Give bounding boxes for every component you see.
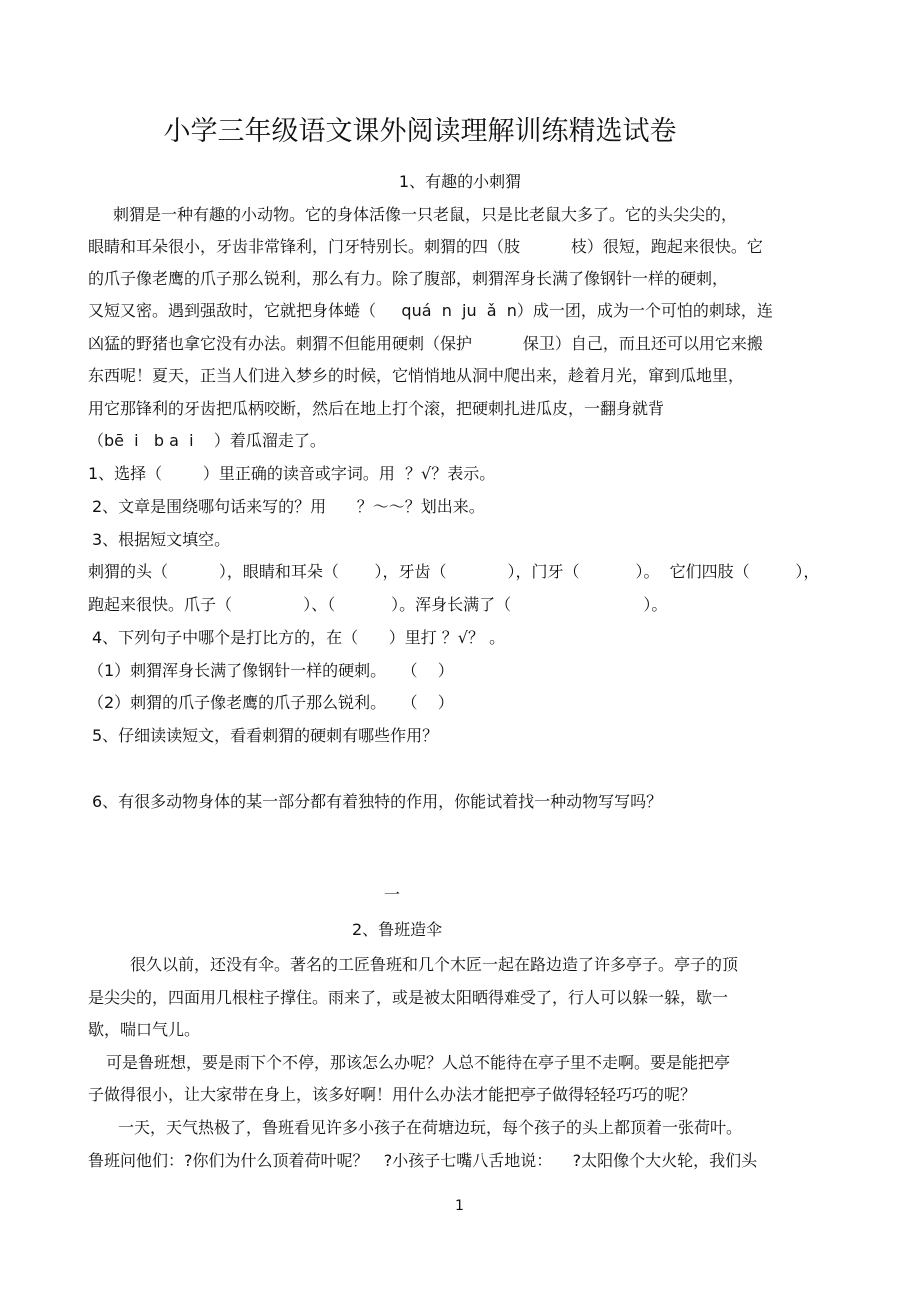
section-2-heading: 2、鲁班造伞 [352, 920, 443, 939]
s1-line-4: 又短又密。遇到强敌时，它就把身体蜷（ quá n ju ǎ n）成一团，成为一个可怕的刺球，连 [88, 301, 773, 320]
question-5: 5、仔细读读短文，看看刺猬的硬刺有哪些作用？ [92, 726, 439, 745]
question-1: 1、选择（ ）里正确的读音或字词。用 ？√？表示。 [88, 464, 496, 483]
question-3-fill-line-2: 跑起来很快。爪子（ ）、（ ）。浑身长满了（ ）。 [88, 595, 668, 614]
s2-line-2: 是尖尖的，四面用几根柱子撑住。雨来了，或是被太阳晒得难受了，行人可以躲一躲，歇一 [88, 988, 729, 1007]
question-6: 6、有很多动物身体的某一部分都有着独特的作用，你能试着找一种动物写写吗？ [92, 792, 663, 811]
s2-line-7: 鲁班问他们：?你们为什么顶着荷叶呢？ ?小孩子七嘴八舌地说： ?太阳像个大火轮，我们头 [88, 1151, 758, 1170]
question-4-option-1: （1）刺猬浑身长满了像钢针一样的硬刺。 （ ） [88, 661, 454, 680]
s1-line-3: 的爪子像老鹰的爪子那么锐利，那么有力。除了腹部，刺猬浑身长满了像钢针一样的硬刺， [88, 269, 729, 288]
s1-line-8: （bē i b a i ）着瓜溜走了。 [88, 431, 326, 450]
section-divider: 一 [384, 885, 401, 904]
s2-line-5: 子做得很小，让大家带在身上，该多好啊！用什么办法才能把亭子做得轻轻巧巧的呢？ [88, 1085, 697, 1104]
s1-line-5: 凶猛的野猪也拿它没有办法。刺猬不但能用硬刺（保护 保卫）自己，而且还可以用它来搬 [88, 334, 763, 353]
question-2: 2、文章是围绕哪句话来写的？用 ？～～？划出来。 [92, 497, 485, 516]
s1-line-2: 眼睛和耳朵很小，牙齿非常锋利，门牙特别长。刺猬的四（肢 枝）很短，跑起来很快。它 [88, 237, 763, 256]
s2-line-1: 很久以前，还没有伞。著名的工匠鲁班和几个木匠一起在路边造了许多亭子。亭子的顶 [130, 955, 739, 974]
s1-line-7: 用它那锋利的牙齿把瓜柄咬断，然后在地上打个滚，把硬刺扎进瓜皮，一翻身就背 [88, 399, 665, 418]
s2-line-6: 一天，天气热极了，鲁班看见许多小孩子在荷塘边玩，每个孩子的头上都顶着一张荷叶。 [118, 1118, 743, 1137]
question-4: 4、下列句子中哪个是打比方的，在（ ）里打 ？√？ 。 [92, 628, 506, 647]
page-number: 1 [455, 1198, 464, 1214]
s1-line-6: 东西呢！夏天，正当人们进入梦乡的时候，它悄悄地从洞中爬出来，趁着月光，窜到瓜地里， [88, 366, 745, 385]
question-3-fill-line-1: 刺猬的头（ ），眼睛和耳朵（ ），牙齿（ ），门牙（ ）。 它们四肢（ ）， [88, 562, 820, 581]
section-1-heading: 1、有趣的小刺猬 [398, 172, 522, 191]
question-4-option-2: （2）刺猬的爪子像老鹰的爪子那么锐利。 （ ） [88, 693, 454, 712]
s1-line-1: 刺猬是一种有趣的小动物。它的身体活像一只老鼠，只是比老鼠大多了。它的头尖尖的， [113, 205, 738, 224]
s2-line-3: 歇，喘口气儿。 [88, 1020, 201, 1039]
question-3: 3、根据短文填空。 [92, 530, 231, 549]
s2-line-4: 可是鲁班想，要是雨下个不停，那该怎么办呢？人总不能待在亭子里不走啊。要是能把亭 [106, 1053, 731, 1072]
document-title: 小学三年级语文课外阅读理解训练精选试卷 [163, 116, 677, 147]
